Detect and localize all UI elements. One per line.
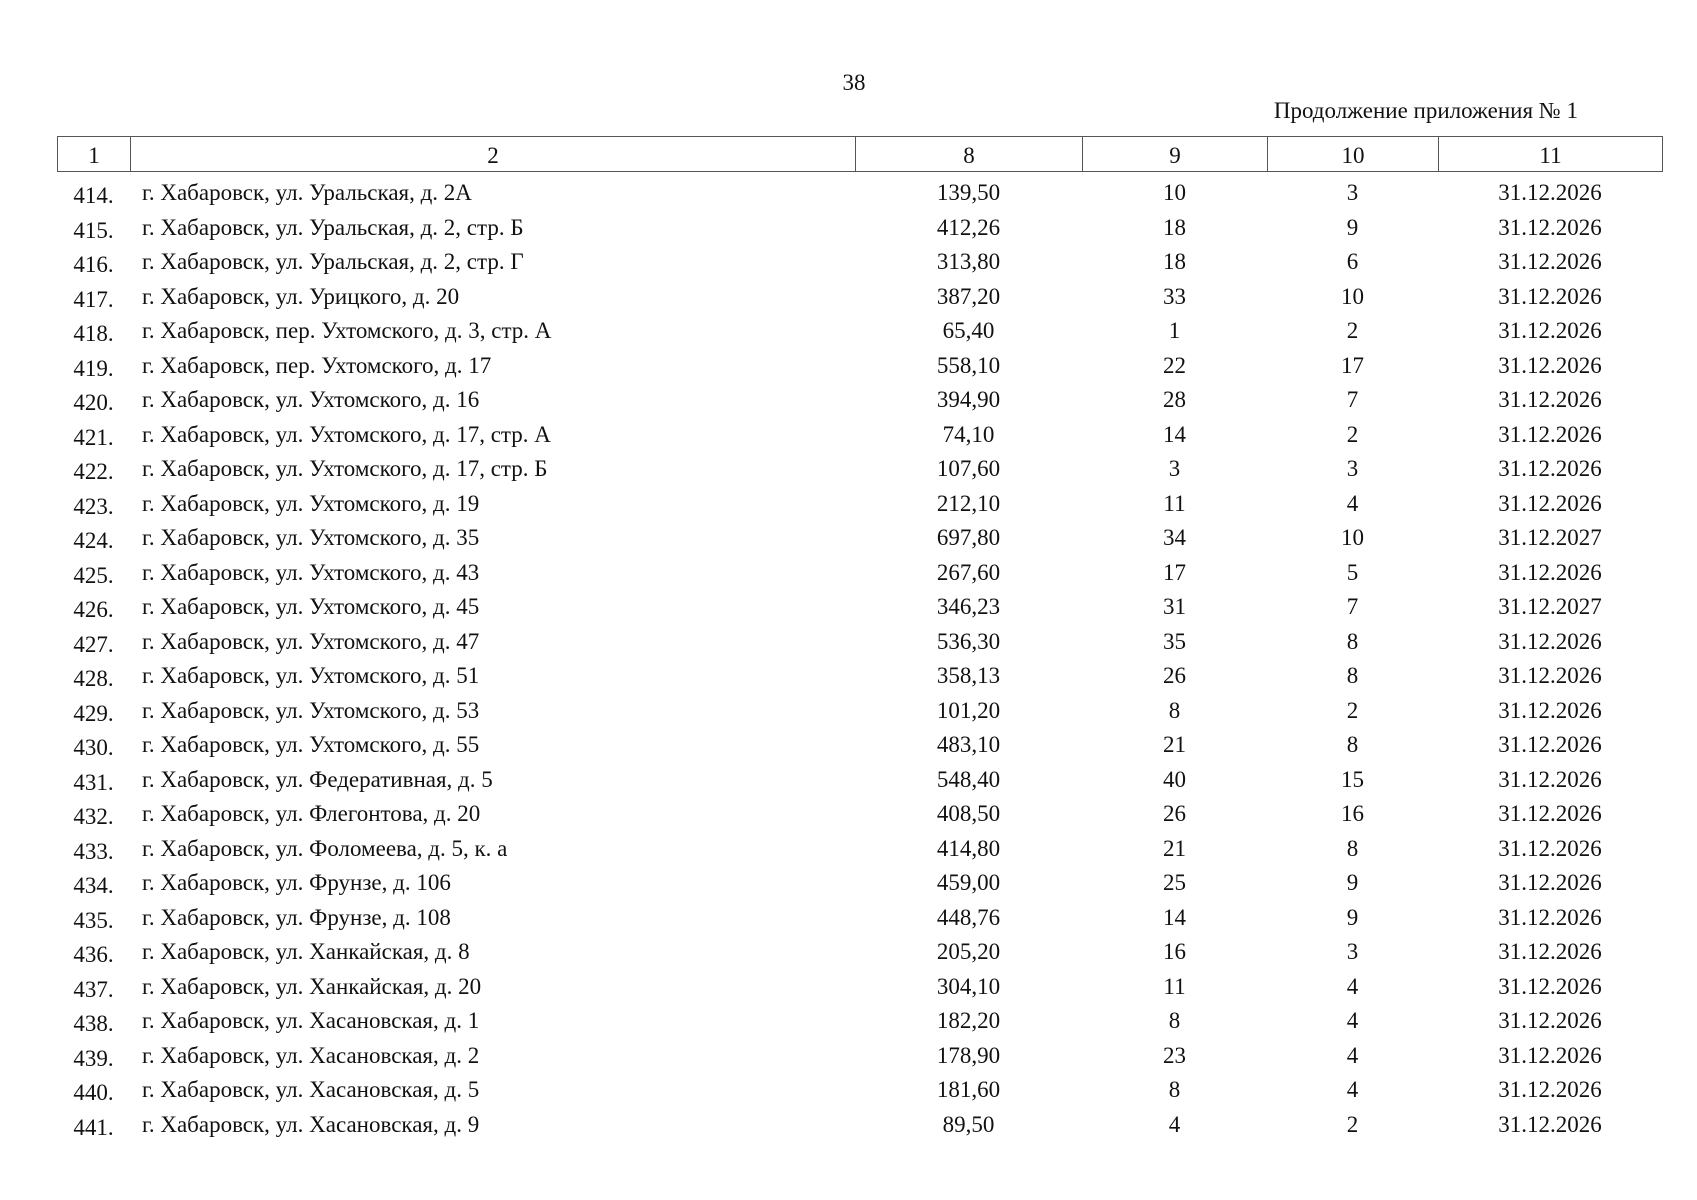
row-number xyxy=(57,1108,130,1143)
row-number xyxy=(57,590,130,625)
row-number xyxy=(57,659,130,694)
row-number-text: 427. xyxy=(73,631,114,657)
row-col-10: 7 xyxy=(1346,387,1359,412)
table-row xyxy=(57,176,1662,211)
row-number-text: 430. xyxy=(73,735,114,760)
row-col-10: 4 xyxy=(1346,973,1359,999)
row-number xyxy=(57,245,130,280)
row-date: 31.12.2026 xyxy=(1498,766,1602,792)
row-number-text: 433. xyxy=(73,838,114,864)
row-col-10: 8 xyxy=(1346,663,1359,688)
row-date: 31.12.2026 xyxy=(1498,870,1602,895)
row-col-10: 2 xyxy=(1346,421,1359,447)
row-number xyxy=(57,452,130,487)
row-address: г. Хабаровск, ул. Ухтомского, д. 53 xyxy=(142,697,480,723)
row-number-text: 428. xyxy=(73,666,114,691)
row-col-10: 3 xyxy=(1346,939,1359,964)
row-area: 74,10 xyxy=(942,421,995,447)
row-col-10: 10 xyxy=(1341,525,1364,550)
row-address: г. Хабаровск, ул. Ухтомского, д. 16 xyxy=(142,387,480,412)
row-number xyxy=(57,832,130,867)
table-row xyxy=(57,1039,1662,1074)
row-date: 31.12.2026 xyxy=(1498,697,1602,723)
row-col-10: 2 xyxy=(1346,1111,1359,1137)
table-row xyxy=(57,590,1662,625)
row-col-10: 2 xyxy=(1346,318,1359,343)
row-address: г. Хабаровск, ул. Ухтомского, д. 19 xyxy=(142,490,480,516)
row-address: г. Хабаровск, ул. Ухтомского, д. 45 xyxy=(142,594,480,619)
row-number-text: 429. xyxy=(73,700,114,726)
row-col-10: 9 xyxy=(1346,904,1359,930)
row-col-9: 10 xyxy=(1163,180,1186,205)
row-number-text: 435. xyxy=(73,907,114,933)
row-number xyxy=(57,1073,130,1108)
row-number-text: 417. xyxy=(73,286,114,312)
row-col-9: 16 xyxy=(1163,939,1186,964)
row-area: 536,30 xyxy=(936,628,1001,654)
table-row xyxy=(57,901,1662,936)
table-row xyxy=(57,556,1662,591)
row-number-text: 434. xyxy=(73,873,114,898)
row-col-9: 25 xyxy=(1163,870,1186,895)
row-number-text: 441. xyxy=(73,1114,114,1140)
row-address: г. Хабаровск, ул. Фоломеева, д. 5, к. а xyxy=(142,835,508,861)
row-col-9: 8 xyxy=(1168,697,1181,723)
row-area: 459,00 xyxy=(936,870,1001,895)
row-col-9: 23 xyxy=(1163,1042,1186,1068)
row-number-text: 432. xyxy=(73,804,114,829)
row-date: 31.12.2026 xyxy=(1498,559,1602,585)
row-area: 101,20 xyxy=(936,697,1001,723)
row-col-10: 5 xyxy=(1346,559,1359,585)
row-number-text: 421. xyxy=(73,424,114,450)
row-date: 31.12.2026 xyxy=(1498,180,1602,205)
header-col-11: 11 xyxy=(1439,137,1663,172)
row-address: г. Хабаровск, ул. Урицкого, д. 20 xyxy=(142,283,460,309)
row-number xyxy=(57,901,130,936)
row-number-text: 426. xyxy=(73,597,114,622)
table-row xyxy=(57,1108,1662,1143)
header-col-1: 1 xyxy=(58,137,131,172)
row-col-9: 40 xyxy=(1163,766,1186,792)
row-number-text: 424. xyxy=(73,528,114,553)
row-area: 139,50 xyxy=(936,180,1001,205)
row-address: г. Хабаровск, ул. Ханкайская, д. 8 xyxy=(142,939,470,964)
row-number-text: 420. xyxy=(73,390,114,415)
table-row xyxy=(57,866,1662,901)
row-address: г. Хабаровск, ул. Ухтомского, д. 47 xyxy=(142,628,480,654)
row-date: 31.12.2026 xyxy=(1498,939,1602,964)
row-col-10: 7 xyxy=(1346,594,1359,619)
row-date: 31.12.2026 xyxy=(1498,249,1602,274)
row-area: 212,10 xyxy=(936,490,1001,516)
row-col-10: 4 xyxy=(1346,490,1359,516)
row-address: г. Хабаровск, ул. Хасановская, д. 1 xyxy=(142,1008,480,1033)
row-date: 31.12.2026 xyxy=(1498,904,1602,930)
row-date: 31.12.2027 xyxy=(1498,525,1602,550)
row-number xyxy=(57,625,130,660)
row-area: 107,60 xyxy=(936,456,1001,481)
row-area: 89,50 xyxy=(942,1111,995,1137)
row-col-9: 28 xyxy=(1163,387,1186,412)
row-col-9: 8 xyxy=(1168,1008,1181,1033)
row-col-10: 10 xyxy=(1341,283,1364,309)
row-number xyxy=(57,970,130,1005)
table-row xyxy=(57,694,1662,729)
row-area: 205,20 xyxy=(936,939,1001,964)
row-col-9: 3 xyxy=(1168,456,1181,481)
row-col-9: 26 xyxy=(1163,801,1186,826)
row-number-text: 419. xyxy=(73,355,114,381)
table-body xyxy=(57,176,1662,1142)
row-col-9: 26 xyxy=(1163,663,1186,688)
row-col-10: 4 xyxy=(1346,1042,1359,1068)
table-row xyxy=(57,1004,1662,1039)
table-row xyxy=(57,245,1662,280)
header-col-10: 10 xyxy=(1268,137,1439,172)
row-col-10: 4 xyxy=(1346,1008,1359,1033)
row-number-text: 439. xyxy=(73,1045,114,1071)
row-address: г. Хабаровск, ул. Хасановская, д. 5 xyxy=(142,1077,480,1102)
row-date: 31.12.2026 xyxy=(1498,490,1602,516)
row-area: 182,20 xyxy=(936,1008,1001,1033)
row-area: 412,26 xyxy=(936,214,1001,240)
row-area: 408,50 xyxy=(936,801,1001,826)
row-col-9: 18 xyxy=(1163,249,1186,274)
row-area: 483,10 xyxy=(936,732,1001,757)
row-number-text: 422. xyxy=(73,459,114,484)
row-col-10: 9 xyxy=(1346,214,1359,240)
row-number-text: 418. xyxy=(73,321,114,346)
row-area: 304,10 xyxy=(936,973,1001,999)
row-address: г. Хабаровск, ул. Ухтомского, д. 17, стр. Б xyxy=(142,456,548,481)
row-address: г. Хабаровск, пер. Ухтомского, д. 3, стр. А xyxy=(142,318,552,343)
row-area: 313,80 xyxy=(936,249,1001,274)
row-area: 697,80 xyxy=(936,525,1001,550)
table-row xyxy=(57,211,1662,246)
row-date: 31.12.2026 xyxy=(1498,835,1602,861)
row-number xyxy=(57,383,130,418)
table-row xyxy=(57,452,1662,487)
row-date: 31.12.2026 xyxy=(1498,732,1602,757)
row-address: г. Хабаровск, ул. Уральская, д. 2, стр. Г xyxy=(142,249,524,274)
row-col-10: 15 xyxy=(1341,766,1364,792)
row-number-text: 425. xyxy=(73,562,114,588)
row-col-9: 22 xyxy=(1163,352,1186,378)
row-number xyxy=(57,1004,130,1039)
row-col-10: 8 xyxy=(1346,835,1359,861)
row-date: 31.12.2026 xyxy=(1498,352,1602,378)
row-col-9: 35 xyxy=(1163,628,1186,654)
row-area: 181,60 xyxy=(936,1077,1001,1102)
row-number xyxy=(57,866,130,901)
row-area: 65,40 xyxy=(942,318,995,343)
row-col-9: 21 xyxy=(1163,732,1186,757)
table-row xyxy=(57,659,1662,694)
table-row xyxy=(57,797,1662,832)
row-number xyxy=(57,521,130,556)
row-col-9: 14 xyxy=(1163,904,1186,930)
page-number: 38 xyxy=(842,70,866,95)
appendix-continuation-note: Продолжение приложения № 1 xyxy=(1273,98,1578,123)
header-row xyxy=(58,137,1663,172)
row-number xyxy=(57,487,130,522)
row-date: 31.12.2026 xyxy=(1498,801,1602,826)
row-col-10: 3 xyxy=(1346,456,1359,481)
table-row xyxy=(57,280,1662,315)
row-date: 31.12.2026 xyxy=(1498,1077,1602,1102)
row-number xyxy=(57,797,130,832)
row-col-9: 31 xyxy=(1163,594,1186,619)
row-area: 387,20 xyxy=(936,283,1001,309)
row-number-text: 416. xyxy=(73,252,114,277)
row-col-10: 8 xyxy=(1346,732,1359,757)
table-row xyxy=(57,935,1662,970)
row-area: 267,60 xyxy=(936,559,1001,585)
row-date: 31.12.2026 xyxy=(1498,456,1602,481)
row-date: 31.12.2026 xyxy=(1498,1042,1602,1068)
row-number xyxy=(57,418,130,453)
row-address: г. Хабаровск, ул. Ухтомского, д. 35 xyxy=(142,525,480,550)
row-col-9: 4 xyxy=(1168,1111,1181,1137)
row-date: 31.12.2026 xyxy=(1498,663,1602,688)
row-number-text: 431. xyxy=(73,769,114,795)
table-row xyxy=(57,487,1662,522)
row-col-10: 4 xyxy=(1346,1077,1359,1102)
table-row xyxy=(57,832,1662,867)
row-col-9: 1 xyxy=(1168,318,1181,343)
row-date: 31.12.2026 xyxy=(1498,628,1602,654)
table-row xyxy=(57,418,1662,453)
row-col-9: 18 xyxy=(1163,214,1186,240)
row-address: г. Хабаровск, ул. Федеративная, д. 5 xyxy=(142,766,493,792)
row-col-9: 14 xyxy=(1163,421,1186,447)
row-col-10: 17 xyxy=(1341,352,1364,378)
row-address: г. Хабаровск, ул. Ухтомского, д. 43 xyxy=(142,559,480,585)
row-col-10: 2 xyxy=(1346,697,1359,723)
row-col-9: 17 xyxy=(1163,559,1186,585)
row-number xyxy=(57,349,130,384)
row-col-10: 3 xyxy=(1346,180,1359,205)
row-address: г. Хабаровск, ул. Ухтомского, д. 55 xyxy=(142,732,480,757)
row-date: 31.12.2026 xyxy=(1498,973,1602,999)
row-area: 358,13 xyxy=(936,663,1001,688)
row-number xyxy=(57,556,130,591)
row-number-text: 423. xyxy=(73,493,114,519)
row-number xyxy=(57,211,130,246)
row-col-9: 11 xyxy=(1163,973,1186,999)
table-row xyxy=(57,383,1662,418)
row-date: 31.12.2026 xyxy=(1498,1111,1602,1137)
row-col-10: 9 xyxy=(1346,870,1359,895)
table-row xyxy=(57,314,1662,349)
row-area: 548,40 xyxy=(936,766,1001,792)
row-date: 31.12.2026 xyxy=(1498,387,1602,412)
row-address: г. Хабаровск, пер. Ухтомского, д. 17 xyxy=(142,352,492,378)
row-date: 31.12.2026 xyxy=(1498,283,1602,309)
row-address: г. Хабаровск, ул. Хасановская, д. 2 xyxy=(142,1042,480,1068)
table-row xyxy=(57,728,1662,763)
row-col-9: 33 xyxy=(1163,283,1186,309)
row-address: г. Хабаровск, ул. Ухтомского, д. 51 xyxy=(142,663,480,688)
row-area: 558,10 xyxy=(936,352,1001,378)
row-area: 414,80 xyxy=(936,835,1001,861)
row-area: 394,90 xyxy=(936,387,1001,412)
row-address: г. Хабаровск, ул. Уральская, д. 2А xyxy=(142,180,472,205)
row-col-10: 6 xyxy=(1346,249,1359,274)
row-address: г. Хабаровск, ул. Фрунзе, д. 106 xyxy=(142,870,451,895)
row-number-text: 437. xyxy=(73,976,114,1002)
row-number xyxy=(57,280,130,315)
row-number-text: 436. xyxy=(73,942,114,967)
row-date: 31.12.2026 xyxy=(1498,1008,1602,1033)
row-date: 31.12.2026 xyxy=(1498,214,1602,240)
table-row xyxy=(57,763,1662,798)
row-date: 31.12.2026 xyxy=(1498,318,1602,343)
table-row xyxy=(57,1073,1662,1108)
header-col-9: 9 xyxy=(1083,137,1268,172)
table-row xyxy=(57,521,1662,556)
row-number xyxy=(57,935,130,970)
row-col-10: 8 xyxy=(1346,628,1359,654)
row-number-text: 438. xyxy=(73,1011,114,1036)
row-number xyxy=(57,728,130,763)
row-date: 31.12.2026 xyxy=(1498,421,1602,447)
row-number xyxy=(57,314,130,349)
row-col-9: 34 xyxy=(1163,525,1186,550)
row-date: 31.12.2027 xyxy=(1498,594,1602,619)
row-address: г. Хабаровск, ул. Фрунзе, д. 108 xyxy=(142,904,451,930)
table-row xyxy=(57,349,1662,384)
row-address: г. Хабаровск, ул. Ханкайская, д. 20 xyxy=(142,973,482,999)
row-number-text: 414. xyxy=(73,183,114,208)
buildings-table xyxy=(57,176,1662,1142)
header-col-8: 8 xyxy=(856,137,1083,172)
table-row xyxy=(57,625,1662,660)
row-number xyxy=(57,763,130,798)
row-number xyxy=(57,176,130,211)
column-number-header xyxy=(57,136,1663,172)
row-col-9: 21 xyxy=(1163,835,1186,861)
row-number-text: 440. xyxy=(73,1080,114,1105)
row-col-9: 8 xyxy=(1168,1077,1181,1102)
row-number xyxy=(57,1039,130,1074)
row-area: 178,90 xyxy=(936,1042,1001,1068)
row-address: г. Хабаровск, ул. Флегонтова, д. 20 xyxy=(142,801,481,826)
row-address: г. Хабаровск, ул. Уральская, д. 2, стр. Б xyxy=(142,214,524,240)
row-area: 346,23 xyxy=(936,594,1001,619)
header-col-2: 2 xyxy=(131,137,856,172)
row-address: г. Хабаровск, ул. Хасановская, д. 9 xyxy=(142,1111,480,1137)
row-col-10: 16 xyxy=(1341,801,1364,826)
row-area: 448,76 xyxy=(936,904,1001,930)
row-col-9: 11 xyxy=(1163,490,1186,516)
row-number xyxy=(57,694,130,729)
row-address: г. Хабаровск, ул. Ухтомского, д. 17, стр. А xyxy=(142,421,551,447)
row-number-text: 415. xyxy=(73,217,114,243)
table-row xyxy=(57,970,1662,1005)
